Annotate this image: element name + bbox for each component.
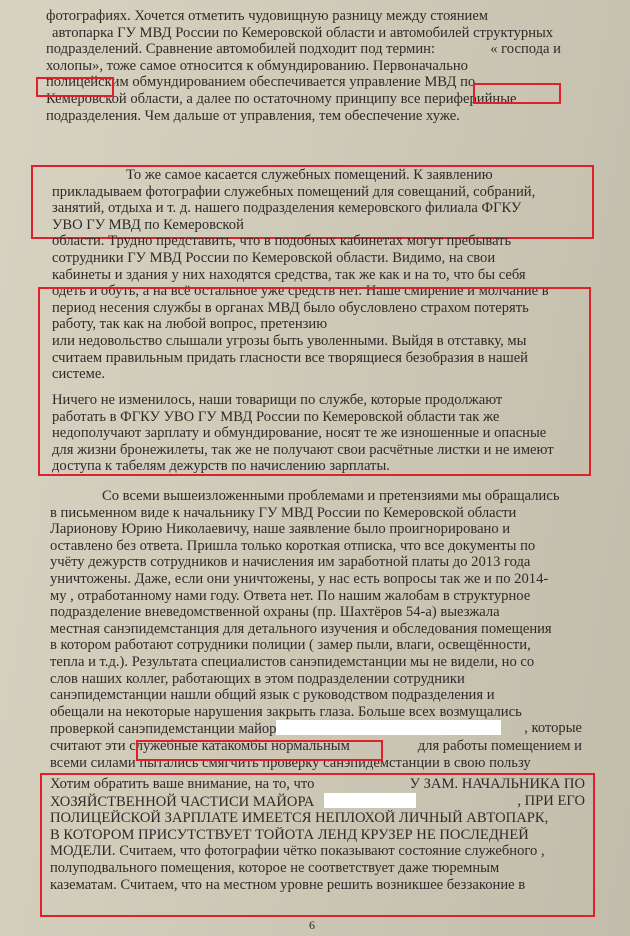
- text-line: казематам. Считаем, что на местном уровне решить возникшее беззаконие в: [50, 876, 526, 893]
- text-line: считают эти служебные катакомбы нормальным для работы помещением и: [50, 737, 582, 754]
- paragraph-complaints: [50, 488, 582, 771]
- text-line: Кемеровской области, а далее по остаточному принципу все периферийные: [46, 90, 517, 107]
- text-line: в котором работают сотрудники полиции ( замер пыли, влаги, освещённости,: [50, 637, 531, 654]
- text-line: автопарка ГУ МВД России по Кемеровской области и автомобилей структурных: [52, 24, 554, 41]
- text-line: подразделений. Сравнение автомобилей подходит под термин: « господа и: [46, 41, 581, 58]
- paragraph-vehicle-comparison: [46, 8, 581, 124]
- text-line: То же самое касается служебных помещений. К заявлению: [126, 167, 493, 183]
- paragraph-nothing-changed: [52, 392, 582, 475]
- text-line: полицейским обмундированием обеспечивается управление МВД по: [46, 74, 476, 91]
- highlighted-phrase: служебные катакомбы нормальным: [129, 737, 350, 754]
- text-line: полуподвального помещения, которое не соответствует даже тюремным: [50, 859, 500, 876]
- text-line: фотографиях. Хочется отметить чудовищную разницу между стоянием: [46, 8, 489, 24]
- text-line: Ларионову Юрию Николаевичу, наше заявление было проигнорировано и: [50, 521, 511, 538]
- page-number: 6: [309, 918, 315, 932]
- term-highlight-open: « господа и: [490, 41, 561, 58]
- text-line: ПОЛИЦЕЙСКОЙ ЗАРПЛАТЕ ИМЕЕТСЯ НЕПЛОХОЙ ЛИЧНЫЙ АВТОПАРК,: [50, 810, 549, 827]
- text-line: кабинеты и здания у них находятся средства, так же как и на то, что бы себя: [52, 266, 526, 283]
- text-line: оставлено без ответа. Пришла только короткая отписка, что все документы по: [50, 537, 536, 554]
- highlight-box-catacombs: [136, 740, 383, 761]
- text-line: в письменном виде к начальнику ГУ МВД России по Кемеровской области: [50, 504, 517, 521]
- highlight-box-term-close: [36, 77, 114, 97]
- text-line: уничтожены. Даже, если они уничтожены, у нас есть вопросы так же и по 2014-: [50, 570, 549, 587]
- text-line: МОДЕЛИ. Считаем, что фотографии чётко показывают состояние служебного ,: [50, 843, 545, 860]
- redacted-name: [276, 720, 501, 735]
- text-line: работать в ФГКУ УВО ГУ МВД России по Кемеровской области так же: [52, 408, 500, 425]
- text-line: для жизни бронежилеты, так же не получают свои расчётные листки и не имеют: [52, 441, 554, 458]
- caps-text: У ЗАМ. НАЧАЛЬНИКА ПО: [409, 776, 585, 792]
- text-line: или недовольство слышали угрозы быть уволенными. Выйдя в отставку, мы: [52, 332, 527, 349]
- text-fragment: структурных: [473, 24, 554, 41]
- text-line: одеть и обуть, а на всё остальное уже средств нет. Наше смирение и молчание в: [52, 283, 549, 300]
- text-line: подразделение вневедомственной охраны (пр. Шахтёров 54-а) выезжала: [50, 604, 500, 621]
- text-line: прикладываем фотографии служебных помещений для совещаний, собраний,: [52, 183, 536, 200]
- paragraph-deputy-chief: [50, 776, 585, 893]
- text-line: холопы», тоже самое относится к обмундированию. Первоначально: [46, 57, 468, 74]
- text-line: занятий, отдыха и т. д. нашего подразделения кемеровского филиала ФГКУ: [52, 200, 522, 217]
- text-line: недополучают зарплату и обмундирование, носят те же изношенные и опасные: [52, 425, 547, 442]
- term-highlight-close: холопы»,: [46, 57, 103, 74]
- text-line: тепла и т.д.). Результата специалистов санэпидемстанции мы не видели, но со: [50, 653, 535, 670]
- text-line: системе.: [52, 366, 105, 383]
- text-line: доступа к табелям дежурств по начислению зарплаты.: [52, 458, 390, 475]
- text-line: Хотим обратить ваше внимание, на то, что У ЗАМ. НАЧАЛЬНИКА ПО: [50, 776, 585, 792]
- text-line: период несения службы в органах МВД было обусловлено страхом потерять: [52, 299, 529, 316]
- text-line: ХОЗЯЙСТВЕННОЙ ЧАСТИСИ МАЙОРА , ПРИ ЕГО: [50, 792, 585, 810]
- text-line: учёту дежурств сотрудников и начисления им заработной платы до 2013 года: [50, 554, 531, 571]
- text-line: Со всеми вышеизложенными проблемами и претензиями мы обращались: [102, 488, 560, 504]
- text-line: УВО ГУ МВД по Кемеровской: [52, 216, 244, 233]
- text-line: проверкой санэпидемстанции майор , которые: [50, 720, 582, 738]
- text-line: слов наших коллег, работающих в этом подразделении сотрудники: [50, 670, 465, 687]
- text-line: Ничего не изменилось, наши товарищи по службе, которые продолжают: [52, 392, 503, 408]
- text-line: сотрудники ГУ МВД России по Кемеровской области. Видимо, на свои: [52, 249, 496, 266]
- text-line: санэпидемстанции нашли общий язык с руководством подразделения и: [50, 687, 495, 704]
- text-line: всеми силами пытались смягчить проверку санэпидемстанции в свою пользу: [50, 754, 531, 771]
- text-line: работу, так как на любой вопрос, претензию: [52, 316, 328, 333]
- text-line: области. Трудно представить, что в подобных кабинетах могут пребывать: [52, 233, 512, 250]
- text-line: местная санэпидемстанция для детального изучения и обследования помещения: [50, 620, 552, 637]
- text-line: подразделения. Чем дальше от управления, тем обеспечение хуже.: [46, 107, 460, 124]
- text-line: обещали на некоторые нарушения закрыть глаза. Больше всех возмущались: [50, 703, 522, 720]
- text-line: считаем правильным придать гласности все творящиеся безобразия в нашей: [52, 349, 528, 366]
- redacted-name: [324, 793, 416, 808]
- highlight-box-term-open: [473, 83, 561, 104]
- text-line: В КОТОРОМ ПРИСУТСТВУЕТ ТОЙОТА ЛЕНД КРУЗЕР НЕ ПОСЛЕДНЕЙ: [50, 826, 529, 843]
- text-line: му , отработанному нами году. Ответа нет. По нашим жалобам в структурное: [50, 587, 531, 604]
